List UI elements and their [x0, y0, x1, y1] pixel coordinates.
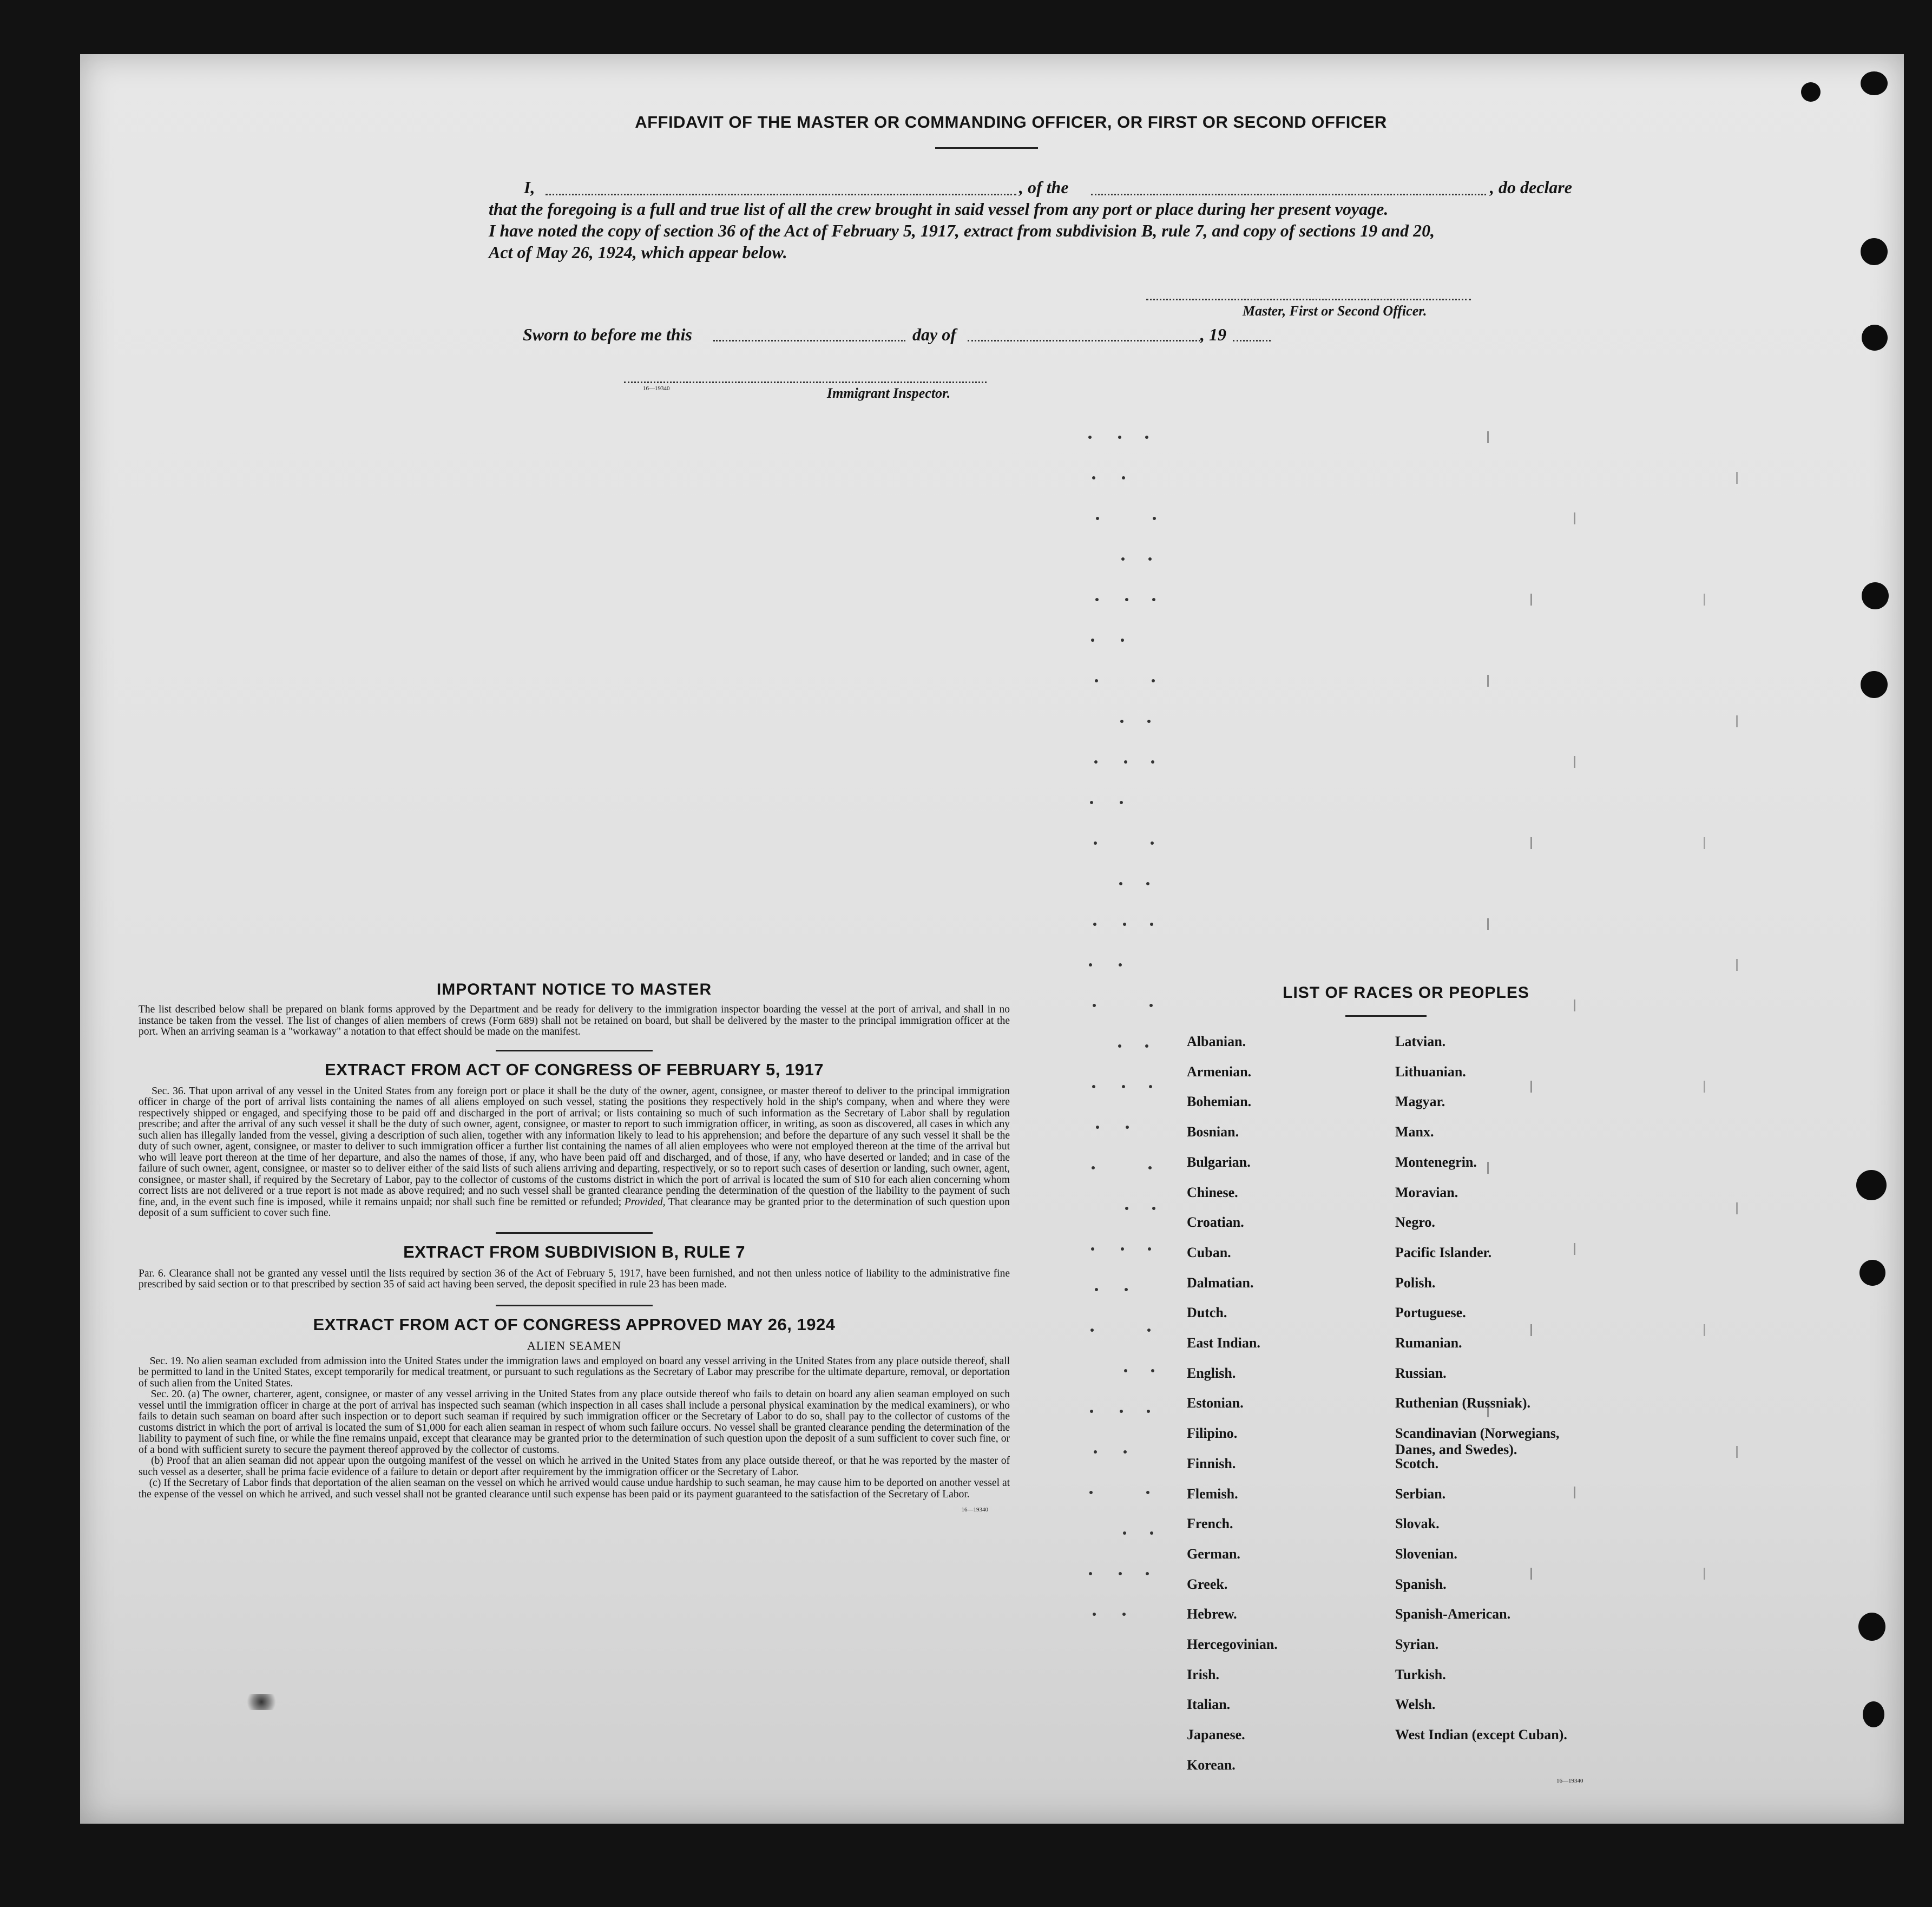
bleed-tick: [1736, 715, 1738, 727]
extract-form-number: 16—19340: [961, 1507, 988, 1513]
provided-word: Provided,: [624, 1196, 666, 1208]
bleed-dot: [1122, 1085, 1125, 1088]
notice-text: The list described below shall be prepared on blank forms approved by the Department and be ready for delivery to the immigration inspector boarding the vessel at the port of arrival, and shall in no instance be taken from the vessel. The list of changes of alien members of crews (Form 689) shall not be retained on board, but shall be delivered by the master to the principal immigration officer at the port. When an arriving seaman is a "workaway" a notation to that effect should be made on the manifest.: [139, 1004, 1010, 1037]
binder-hole: [1861, 238, 1888, 265]
bleed-dot: [1145, 1044, 1148, 1048]
race-item: Syrian.: [1395, 1636, 1439, 1652]
bleed-tick: [1574, 1243, 1575, 1255]
binder-hole: [1858, 1613, 1885, 1641]
affidavit-line4: Act of May 26, 1924, which appear below.: [489, 242, 787, 262]
bleed-dot: [1119, 882, 1122, 885]
race-item: Hebrew.: [1187, 1606, 1237, 1622]
race-item: Danes, and Swedes).: [1395, 1442, 1517, 1458]
bleed-dot: [1092, 1085, 1095, 1088]
race-item: Polish.: [1395, 1274, 1436, 1291]
bleed-dot: [1148, 1166, 1152, 1169]
notice-title: IMPORTANT NOTICE TO MASTER: [436, 981, 712, 998]
race-item: Manx.: [1395, 1124, 1434, 1140]
race-item: Scotch.: [1395, 1455, 1439, 1471]
bleed-dot: [1118, 1044, 1121, 1048]
bleed-dot: [1123, 923, 1126, 926]
race-item: Portuguese.: [1395, 1305, 1466, 1321]
bleed-tick: [1704, 594, 1705, 606]
bleed-dot: [1150, 1531, 1153, 1535]
bleed-dot: [1125, 1207, 1128, 1210]
race-item: Dutch.: [1187, 1305, 1227, 1321]
extract-1917-title: EXTRACT FROM ACT OF CONGRESS OF FEBRUARY 5, 1917: [325, 1060, 824, 1079]
bleed-dot: [1123, 1531, 1126, 1535]
race-item: Filipino.: [1187, 1425, 1238, 1442]
bleed-dot: [1093, 923, 1096, 926]
race-item: Turkish.: [1395, 1666, 1446, 1682]
bleed-dot: [1088, 436, 1092, 439]
bleed-dot: [1146, 1491, 1149, 1494]
bleed-dot: [1152, 679, 1155, 682]
inspector-signature-line[interactable]: [624, 382, 987, 383]
bleed-tick: [1704, 1324, 1705, 1336]
bleed-dot: [1124, 760, 1127, 764]
race-item: West Indian (except Cuban).: [1395, 1727, 1567, 1743]
sworn-month-blank[interactable]: [968, 340, 1200, 341]
bleed-dot: [1119, 963, 1122, 966]
race-item: Pacific Islander.: [1395, 1244, 1492, 1260]
vessel-blank[interactable]: [1091, 194, 1486, 195]
race-item: French.: [1187, 1516, 1233, 1532]
races-title: LIST OF RACES OR PEOPLES: [1283, 984, 1529, 1002]
race-item: Ruthenian (Russniak).: [1395, 1395, 1530, 1411]
race-item: Montenegrin.: [1395, 1154, 1477, 1170]
race-item: Flemish.: [1187, 1485, 1238, 1502]
bleed-dot: [1090, 1329, 1094, 1332]
bleed-tick: [1574, 512, 1575, 524]
races-form-number: 16—19340: [1556, 1778, 1583, 1784]
sworn-year-blank[interactable]: [1233, 340, 1271, 341]
bleed-dot: [1152, 1207, 1155, 1210]
affidavit-declare: , do declare: [1490, 177, 1572, 197]
bleed-tick: [1704, 1568, 1705, 1580]
sec36-label: Sec. 36.: [152, 1085, 186, 1097]
name-blank[interactable]: [546, 194, 1016, 195]
race-item: Cuban.: [1187, 1244, 1231, 1260]
bleed-dot: [1089, 1491, 1093, 1494]
bleed-dot: [1094, 760, 1098, 764]
bleed-dot: [1120, 720, 1123, 723]
race-item: Albanian.: [1187, 1034, 1246, 1049]
bleed-dot: [1095, 1288, 1098, 1291]
rule7-title: EXTRACT FROM SUBDIVISION B, RULE 7: [403, 1242, 745, 1261]
race-item: Spanish-American.: [1395, 1606, 1511, 1622]
race-item: Irish.: [1187, 1666, 1219, 1682]
bleed-tick: [1736, 1202, 1738, 1214]
binder-hole: [1861, 71, 1888, 95]
bleed-dot: [1089, 1572, 1092, 1575]
race-item: Bosnian.: [1187, 1124, 1239, 1140]
bleed-tick: [1530, 837, 1532, 849]
bleed-dot: [1151, 841, 1154, 845]
bleed-dot: [1123, 1450, 1127, 1454]
sec20c-text: [139, 1478, 1010, 1500]
bleed-tick: [1736, 1446, 1738, 1458]
race-item: Japanese.: [1187, 1727, 1245, 1743]
race-item: Bohemian.: [1187, 1094, 1252, 1110]
affidavit-of-the: , of the: [1019, 177, 1069, 197]
bleed-dot: [1125, 1288, 1128, 1291]
bleed-tick: [1487, 918, 1489, 930]
binder-hole: [1863, 1701, 1884, 1727]
bleed-dot: [1125, 598, 1128, 601]
bleed-tick: [1736, 472, 1738, 484]
bleed-dot: [1089, 963, 1092, 966]
sec20a-text: [139, 1389, 1010, 1456]
bleed-tick: [1574, 999, 1575, 1011]
bleed-tick: [1736, 959, 1738, 971]
bleed-tick: [1530, 594, 1532, 606]
race-item: Chinese.: [1187, 1184, 1238, 1200]
race-item: Serbian.: [1395, 1485, 1446, 1502]
races-underline: [1345, 1015, 1427, 1017]
bleed-dot: [1096, 1126, 1099, 1129]
race-item: English.: [1187, 1365, 1236, 1381]
bleed-tick: [1530, 1568, 1532, 1580]
bleed-dot: [1091, 639, 1094, 642]
bleed-tick: [1530, 1324, 1532, 1336]
bleed-dot: [1149, 1004, 1153, 1007]
sworn-day-blank[interactable]: [713, 340, 905, 341]
bleed-dot: [1153, 517, 1156, 520]
race-item: Rumanian.: [1395, 1335, 1462, 1351]
bleed-dot: [1093, 1004, 1096, 1007]
race-item: Estonian.: [1187, 1395, 1244, 1411]
race-item: German.: [1187, 1546, 1240, 1562]
bleed-dot: [1120, 801, 1123, 804]
bleed-dot: [1094, 841, 1097, 845]
bleed-dot: [1151, 760, 1154, 764]
race-item: Croatian.: [1187, 1214, 1244, 1231]
race-item: East Indian.: [1187, 1335, 1260, 1351]
race-item: Dalmatian.: [1187, 1274, 1254, 1291]
race-item: Italian.: [1187, 1696, 1231, 1713]
bleed-dot: [1148, 1247, 1151, 1251]
race-item: Welsh.: [1395, 1696, 1436, 1713]
affidavit-i: I,: [524, 177, 535, 197]
binder-hole: [1801, 82, 1821, 102]
race-item: Slovak.: [1395, 1516, 1440, 1532]
race-item: Armenian.: [1187, 1063, 1252, 1080]
binder-hole: [1862, 325, 1888, 351]
race-item: Latvian.: [1395, 1034, 1446, 1049]
bleed-dot: [1152, 598, 1155, 601]
sec20b-body: (b) Proof that an alien seaman did not appear upon the outgoing manifest of the vessel on which he arrived in the United States from any place outside thereof, or that he was reported by the master of such vessel as a deserter, shall be prima facie evidence of a failure to detain or deport after requirement by the immigration officer or the Secretary of Labor.: [139, 1455, 1010, 1478]
legal-extracts: [139, 981, 1010, 1513]
bleed-dot: [1126, 1126, 1129, 1129]
binder-hole: [1861, 671, 1888, 698]
bleed-dot: [1093, 1613, 1096, 1616]
day-of-text: day of: [912, 325, 956, 344]
sec19-label: Sec. 19.: [149, 1355, 184, 1367]
bleed-dot: [1147, 1329, 1151, 1332]
bleed-tick: [1704, 1081, 1705, 1093]
manifest-page: [80, 54, 1904, 1824]
sec20-label: Sec. 20.: [150, 1389, 185, 1400]
bleed-dot: [1090, 801, 1093, 804]
bleed-dot: [1151, 1369, 1154, 1372]
bleed-dot: [1121, 639, 1124, 642]
bleed-dot: [1147, 720, 1151, 723]
race-item: Bulgarian.: [1187, 1154, 1251, 1170]
binder-hole: [1859, 1260, 1885, 1286]
rule7-text: Par. 6. Clearance shall not be granted any vessel until the lists required by section 36 of the Act of February 5, 1917, have been furnished, and not then unless notice of liability to the administrative fine prescribed by said section or to that prescribed by section 35 of said act having been served, the deposit specified in rule 23 has been made.: [139, 1267, 1010, 1290]
bleed-dot: [1090, 1410, 1093, 1413]
bleed-dot: [1145, 436, 1148, 439]
bleed-dot: [1150, 923, 1153, 926]
sec19-text: [139, 1356, 1010, 1390]
title-underline: [935, 147, 1038, 149]
bleed-dot: [1149, 1085, 1152, 1088]
bleed-dot: [1120, 1410, 1123, 1413]
extract-1924-title: EXTRACT FROM ACT OF CONGRESS APPROVED MAY 26, 1924: [313, 1314, 836, 1334]
alien-seamen-subtitle: ALIEN SEAMEN: [527, 1338, 621, 1352]
bleed-dot: [1122, 1613, 1126, 1616]
affidavit-line3: I have noted the copy of section 36 of the Act of February 5, 1917, extract from subdivision B, rule 7, and copy of sections 19 and 20,: [489, 221, 1435, 240]
bleed-dot: [1147, 1410, 1150, 1413]
bleed-dot: [1095, 679, 1098, 682]
bleed-dot: [1121, 557, 1125, 561]
bleed-tick: [1487, 675, 1489, 687]
bleed-dot: [1094, 1450, 1097, 1454]
master-label: Master, First or Second Officer.: [1243, 303, 1427, 319]
race-item: Greek.: [1187, 1576, 1228, 1592]
race-item: Hercegovinian.: [1187, 1636, 1278, 1652]
bleed-dot: [1146, 882, 1149, 885]
sec20c-body: (c) If the Secretary of Labor finds that deportation of the alien seaman on the vessel on which he arrived would cause undue hardship to such seaman, he may cause him to be deported on another vessel at the expense of the vessel on which he arrived, and such vessel shall not be granted clearance until such expense has been paid or its payment guaranteed to the satisfaction of the Secretary of Labor.: [139, 1477, 1010, 1500]
affidavit-title: AFFIDAVIT OF THE MASTER OR COMMANDING OFFICER, OR FIRST OR SECOND OFFICER: [635, 113, 1387, 131]
bleed-dot: [1121, 1247, 1124, 1251]
bleed-dot: [1095, 598, 1099, 601]
affidavit-form-number: 16—19340: [643, 385, 670, 392]
bleed-dot: [1148, 557, 1152, 561]
bleed-dot: [1146, 1572, 1149, 1575]
sworn-text: Sworn to before me this: [523, 325, 692, 344]
bleed-dot: [1124, 1369, 1127, 1372]
affidavit-line2: that the foregoing is a full and true list of all the crew brought in said vessel from any port or place during her present voyage.: [489, 199, 1389, 219]
bleed-tick: [1574, 756, 1575, 768]
bleed-dot: [1092, 476, 1095, 479]
race-item: Magyar.: [1395, 1094, 1445, 1110]
bleed-tick: [1530, 1081, 1532, 1093]
bleed-dot: [1122, 476, 1125, 479]
bleed-dot: [1092, 1166, 1095, 1169]
binder-hole: [1862, 582, 1889, 609]
inspector-label: Immigrant Inspector.: [827, 385, 951, 401]
bleed-dot: [1119, 1572, 1122, 1575]
sec20b-text: [139, 1456, 1010, 1478]
year-text: , 19: [1200, 325, 1226, 344]
bleed-tick: [1574, 1487, 1575, 1498]
race-item: Scandinavian (Norwegians,: [1395, 1425, 1560, 1442]
race-item: Finnish.: [1187, 1455, 1236, 1471]
bleed-tick: [1704, 837, 1705, 849]
bleed-dot: [1118, 436, 1121, 439]
race-item: Negro.: [1395, 1214, 1435, 1231]
race-item: Slovenian.: [1395, 1546, 1457, 1562]
sec36-end: That clearance may be granted prior to the determination of such question upon deposit of a sum sufficient to cover such fine.: [139, 1196, 1010, 1219]
bleed-dot: [1091, 1247, 1094, 1251]
race-item: Russian.: [1395, 1365, 1447, 1381]
binder-hole: [1856, 1170, 1887, 1200]
sec19-body: No alien seaman excluded from admission into the United States under the immigration laws and employed on board any vessel arriving in the United States from any place outside thereof, shall be permitted to land in the United States, except temporarily for medical treatment, or pursuant to such regulations as the Secretary of Labor may prescribe for the ultimate departure, removal, or deportation of such alien from the United States.: [139, 1355, 1010, 1389]
master-signature-line[interactable]: [1146, 299, 1471, 300]
extract-1917-text: [139, 1086, 1010, 1219]
sec36-body: That upon arrival of any vessel in the United States from any foreign port or place it shall be the duty of the owner, agent, consignee, or master thereof to deliver to the principal immigration officer in charge of the port of arrival lists containing the names of all aliens employed on such vessel, stating the positions they respectively hold in the ship's company, when and where they were respectively shipped or engaged, and specifying those to be paid off and discharged in the port of arrival; or lists containing so much of such information as the Secretary of Labor shall by regulation prescribe; and after the arrival of any such vessel it shall be the duty of such owner, agent, consignee, or master to report to such immigration officer, in writing, as soon as discovered, all cases in which any such alien has illegally landed from the vessel, giving a description of such alien, together with any information likely to lead to his apprehension; and before the departure of any such vessel it shall be the duty of such owner, agent, consignee, or master to deliver to such immigration officer a further list containing the names of all alien employees who were not employed thereon at the time of the arrival but who will leave port thereon at the time of her departure, and also the names of those, if any, who have been paid off and discharged, and of those, if any, who have deserted or landed; and in case of the failure of such owner, agent, consignee, or master so to deliver either of the said lists of such aliens arriving and departing, respectively, or so to report such cases of desertion or landing, such owner, agent, consignee, or master shall, if required by the Secretary of Labor, pay to the collector of customs of the customs district in which the port of arrival is located the sum of $10 for each alien concerning whom correct lists are not delivered or a true report is not made as above required; and no such vessel shall be granted clearance pending the determination of the question of the liability to the payment of such fine, and, in the event such fine is imposed, while it remains unpaid; nor shall such fine be remitted or refunded;: [139, 1085, 1010, 1208]
bleed-tick: [1487, 431, 1489, 443]
ink-smudge: [242, 1694, 280, 1710]
race-item: Moravian.: [1395, 1184, 1458, 1200]
race-item: Spanish.: [1395, 1576, 1447, 1592]
bleed-tick: [1487, 1162, 1489, 1174]
bleed-dot: [1096, 517, 1099, 520]
race-item: Lithuanian.: [1395, 1063, 1466, 1080]
race-item: Korean.: [1187, 1757, 1236, 1773]
sec20a-body: (a) The owner, charterer, agent, consignee, or master of any vessel arriving in the United States from any place outside thereof who fails to detain on board any alien seaman employed on such vessel until the immigration officer in charge at the port of arrival has inspected such seaman (which inspection in all cases shall include a personal physical examination by the medical examiners), or who fails to detain such seaman on board after such inspection or to deport such seaman if required by such immigration officer or the Secretary of Labor to do so, shall pay to the collector of customs of the customs district in which the port of arrival is located the sum of $1,000 for each alien seaman in respect of whom such failure occurs. No vessel shall be granted clearance pending the determination of the liability to payment of such fine, or while the fine remains unpaid, except that clearance may be granted prior to the determination of such question upon the deposit of a sum sufficient to cover such fine, or of a bond with sufficient surety to secure the payment thereof approved by the collector of customs.: [139, 1389, 1010, 1456]
